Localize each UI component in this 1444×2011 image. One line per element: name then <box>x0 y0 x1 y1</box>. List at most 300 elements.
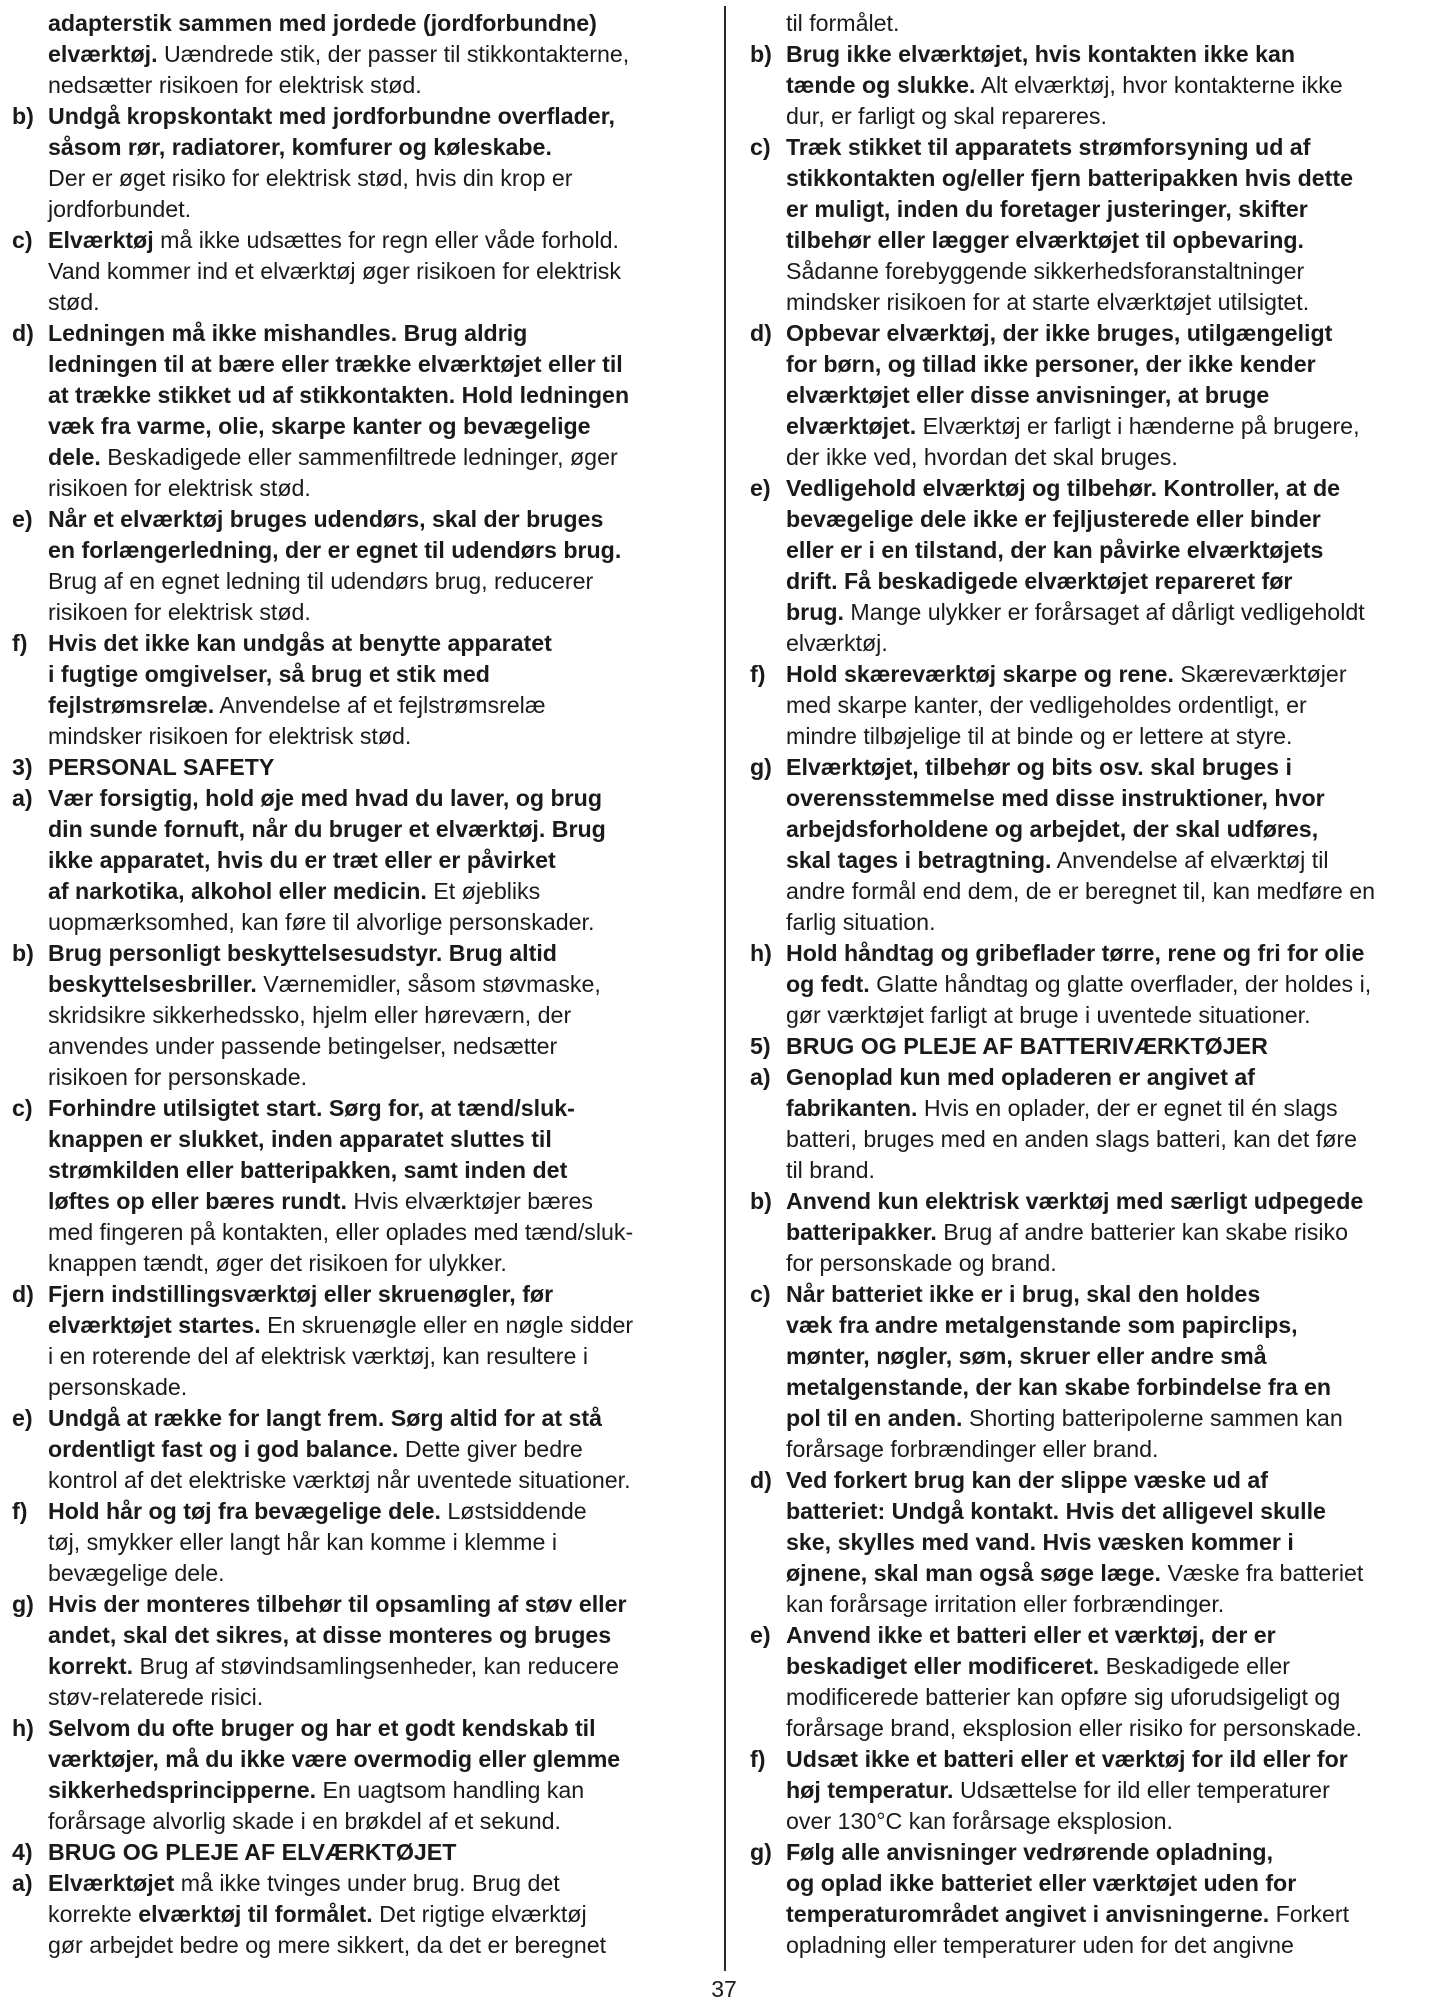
bold-text: Træk stikket til apparatets strømforsyning ud af <box>786 134 1311 160</box>
list-item <box>750 1186 1440 1279</box>
text-line <box>786 1806 1440 1837</box>
text-line <box>48 1775 716 1806</box>
body-text: Der er øget risiko for elektrisk stød, hvis din krop er <box>48 165 573 191</box>
body-text: Glatte håndtag og glatte overflader, der holdes i, <box>869 971 1372 997</box>
body-text: risikoen for personskade. <box>48 1064 308 1090</box>
body-text: Vand kommer ind et elværktøj øger risikoen for elektrisk <box>48 258 621 284</box>
text-line <box>786 1589 1440 1620</box>
list-marker: d) <box>750 1467 772 1493</box>
text-line <box>48 1000 716 1031</box>
text-line <box>786 969 1440 1000</box>
text-line <box>48 473 716 504</box>
body-text: Udsættelse for ild eller temperaturer <box>953 1777 1330 1803</box>
text-line <box>48 1310 716 1341</box>
list-marker: e) <box>12 506 33 532</box>
text-line <box>786 1744 1440 1775</box>
text-line <box>786 721 1440 752</box>
bold-text: Hvis der monteres tilbehør til opsamling af støv eller <box>48 1591 627 1617</box>
list-marker: h) <box>750 940 772 966</box>
text-line <box>786 1620 1440 1651</box>
body-text: Brug af støvindsamlingsenheder, kan reducere <box>133 1653 619 1679</box>
list-item <box>12 101 716 225</box>
text-line <box>786 1000 1440 1031</box>
text-line <box>786 1341 1440 1372</box>
bold-text: Hold håndtag og gribeflader tørre, rene og fri for olie <box>786 940 1365 966</box>
text-line <box>786 1868 1440 1899</box>
list-marker: a) <box>12 1870 33 1896</box>
text-line <box>786 1310 1440 1341</box>
bold-text: en forlængerledning, der er egnet til udendørs brug. <box>48 537 622 563</box>
bold-text: Følg alle anvisninger vedrørende opladning, <box>786 1839 1274 1865</box>
bold-text: Undgå kropskontakt med jordforbundne overflader, <box>48 103 615 129</box>
list-item <box>12 318 716 504</box>
body-text: skridsikre sikkerhedssko, hjelm eller høreværn, der <box>48 1002 572 1028</box>
text-line <box>48 504 716 535</box>
text-line <box>48 1248 716 1279</box>
text-line <box>48 814 716 845</box>
text-line <box>786 907 1440 938</box>
list-item <box>750 1837 1440 1961</box>
text-line <box>786 1372 1440 1403</box>
text-line <box>786 504 1440 535</box>
text-line <box>786 752 1440 783</box>
body-text: risikoen for elektrisk stød. <box>48 475 311 501</box>
text-line <box>48 1713 716 1744</box>
list-item <box>750 752 1440 938</box>
bold-text: Ledningen må ikke mishandles. Brug aldrig <box>48 320 528 346</box>
list-marker: b) <box>750 41 772 67</box>
bold-text: ske, skylles med vand. Hvis væsken kommer i <box>786 1529 1294 1555</box>
text-line <box>48 1434 716 1465</box>
text-line <box>48 163 716 194</box>
text-line <box>786 318 1440 349</box>
body-text: mindsker risikoen for at starte elværktøjet utilsigtet. <box>786 289 1310 315</box>
bold-text: at trække stikket ud af stikkontakten. Hold ledningen <box>48 382 630 408</box>
text-line <box>48 70 716 101</box>
body-text: Brug af andre batterier kan skabe risiko <box>936 1219 1348 1245</box>
text-line <box>48 1620 716 1651</box>
list-item <box>12 225 716 318</box>
list-marker: a) <box>12 785 33 811</box>
text-line <box>786 442 1440 473</box>
body-text: forårsage brand, eksplosion eller risiko for personskade. <box>786 1715 1363 1741</box>
body-text: elværktøj. <box>786 630 888 656</box>
text-line <box>48 1093 716 1124</box>
body-text: En uagtsom handling kan <box>316 1777 585 1803</box>
bold-text: tilbehør eller lægger elværktøjet til opbevaring. <box>786 227 1304 253</box>
text-line <box>48 597 716 628</box>
bold-text: strømkilden eller batteripakken, samt inden det <box>48 1157 568 1183</box>
list-marker: c) <box>12 227 33 253</box>
text-line <box>786 163 1440 194</box>
body-text: Beskadigede eller sammenfiltrede ledninger, øger <box>100 444 618 470</box>
text-line <box>786 938 1440 969</box>
list-item <box>12 1868 716 1961</box>
bold-text: og fedt. <box>786 971 870 997</box>
right-column <box>750 8 1440 1961</box>
bold-text: mønter, nøgler, søm, skruer eller andre små <box>786 1343 1267 1369</box>
text-line <box>786 845 1440 876</box>
text-line <box>786 39 1440 70</box>
bold-text: såsom rør, radiatorer, komfurer og køleskabe. <box>48 134 552 160</box>
bold-text: løftes op eller bæres rundt. <box>48 1188 347 1214</box>
text-line <box>48 1372 716 1403</box>
body-text: andre formål end dem, de er beregnet til, kan medføre en <box>786 878 1376 904</box>
text-line <box>48 628 716 659</box>
bold-text: din sunde fornuft, når du bruger et elværktøj. Brug <box>48 816 606 842</box>
list-item <box>12 1279 716 1403</box>
text-line <box>786 690 1440 721</box>
list-marker: g) <box>12 1591 34 1617</box>
bold-text: Elværktøjet, tilbehør og bits osv. skal bruges i <box>786 754 1292 780</box>
text-line <box>786 597 1440 628</box>
text-line <box>48 1217 716 1248</box>
body-text: i en roterende del af elektrisk værktøj, kan resultere i <box>48 1343 588 1369</box>
body-text: støv-relaterede risici. <box>48 1684 264 1710</box>
list-item <box>750 1744 1440 1837</box>
list-item <box>12 1093 716 1279</box>
text-line <box>786 256 1440 287</box>
bold-text: Forhindre utilsigtet start. Sørg for, at tænd/sluk- <box>48 1095 575 1121</box>
bold-text: Brug ikke elværktøjet, hvis kontakten ikke kan <box>786 41 1296 67</box>
bold-text: Elværktøj <box>48 227 154 253</box>
list-marker: c) <box>750 1281 771 1307</box>
text-line <box>786 1248 1440 1279</box>
list-marker: b) <box>750 1188 772 1214</box>
text-line <box>48 1806 716 1837</box>
body-text: Det rigtige elværktøj <box>372 1901 587 1927</box>
text-line <box>48 876 716 907</box>
text-line <box>48 690 716 721</box>
body-text: der ikke ved, hvordan det skal bruges. <box>786 444 1178 470</box>
text-line <box>786 1496 1440 1527</box>
text-line <box>48 39 716 70</box>
bold-text: Elværktøjet <box>48 1870 175 1896</box>
list-marker: b) <box>12 103 34 129</box>
list-item <box>750 1279 1440 1465</box>
list-item <box>750 1062 1440 1186</box>
list-item <box>750 132 1440 318</box>
text-line <box>786 659 1440 690</box>
text-line <box>48 1279 716 1310</box>
body-text: Skæreværktøjer <box>1173 661 1347 687</box>
text-line <box>786 1217 1440 1248</box>
body-text: Shorting batteripolerne sammen kan <box>962 1405 1343 1431</box>
body-text: tøj, smykker eller langt hår kan komme i klemme i <box>48 1529 557 1555</box>
body-text: uopmærksomhed, kan føre til alvorlige personskader. <box>48 909 595 935</box>
bold-text: fabrikanten. <box>786 1095 918 1121</box>
body-text: Anvendelse af et fejlstrømsrelæ <box>214 692 546 718</box>
bold-text: Udsæt ikke et batteri eller et værktøj for ild eller for <box>786 1746 1348 1772</box>
text-line <box>786 349 1440 380</box>
body-text: modificerede batterier kan opføre sig uforudsigeligt og <box>786 1684 1341 1710</box>
text-line <box>786 101 1440 132</box>
text-line <box>48 1744 716 1775</box>
bold-text: Når batteriet ikke er i brug, skal den holdes <box>786 1281 1261 1307</box>
bold-text: skal tages i betragtning. <box>786 847 1052 873</box>
body-text: bevægelige dele. <box>48 1560 225 1586</box>
list-marker: c) <box>12 1095 33 1121</box>
bold-text: elværktøjet. <box>786 413 917 439</box>
body-text: med skarpe kanter, der vedligeholdes ordentligt, er <box>786 692 1307 718</box>
body-text: Alt elværktøj, hvor kontakterne ikke <box>975 72 1343 98</box>
list-marker: f) <box>750 1746 766 1772</box>
text-line <box>48 349 716 380</box>
text-line <box>786 8 1440 39</box>
body-text: dur, er farligt og skal repareres. <box>786 103 1107 129</box>
body-text: over 130°C kan forårsage eksplosion. <box>786 1808 1173 1834</box>
text-line <box>786 1682 1440 1713</box>
text-line <box>48 1527 716 1558</box>
bold-text: Hold hår og tøj fra bevægelige dele. <box>48 1498 441 1524</box>
body-text: Hvis elværktøjer bæres <box>346 1188 594 1214</box>
body-text: stød. <box>48 289 100 315</box>
body-text: Løstsiddende <box>440 1498 587 1524</box>
bold-text: bevægelige dele ikke er fejljusterede eller binder <box>786 506 1321 532</box>
text-line <box>48 721 716 752</box>
body-text: mindsker risikoen for elektrisk stød. <box>48 723 412 749</box>
text-line <box>48 442 716 473</box>
column-divider <box>724 6 726 1971</box>
body-text: gør arbejdet bedre og mere sikkert, da det er beregnet <box>48 1932 607 1958</box>
body-text: opladning eller temperaturer uden for det angivne <box>786 1932 1294 1958</box>
bold-text: metalgenstande, der kan skabe forbindelse fra en <box>786 1374 1332 1400</box>
bold-text: værktøjer, må du ikke være overmodig eller glemme <box>48 1746 621 1772</box>
body-text: mindre tilbøjelige til at binde og er lettere at styre. <box>786 723 1293 749</box>
text-line <box>48 1682 716 1713</box>
section-title: BRUG OG PLEJE AF ELVÆRKTØJET <box>48 1839 457 1865</box>
continued-paragraph <box>750 8 1440 39</box>
list-marker: f) <box>750 661 766 687</box>
list-marker: c) <box>750 134 771 160</box>
list-marker: h) <box>12 1715 34 1741</box>
section-number: 4) <box>12 1839 33 1865</box>
body-text: forårsage forbrændinger eller brand. <box>786 1436 1159 1462</box>
text-line <box>786 1713 1440 1744</box>
text-line <box>48 225 716 256</box>
list-marker: e) <box>750 475 771 501</box>
body-text: korrekte <box>48 1901 139 1927</box>
text-line <box>48 194 716 225</box>
text-line <box>48 1868 716 1899</box>
text-line <box>48 938 716 969</box>
list-marker: e) <box>12 1405 33 1431</box>
bold-text: Genoplad kun med opladeren er angivet af <box>786 1064 1256 1090</box>
text-line <box>48 1465 716 1496</box>
list-item <box>750 938 1440 1031</box>
list-item <box>12 1496 716 1589</box>
text-line <box>786 1930 1440 1961</box>
text-line <box>48 101 716 132</box>
bold-text: tænde og slukke. <box>786 72 976 98</box>
page-number: 37 <box>711 1976 737 2002</box>
body-text: Mange ulykker er forårsaget af dårligt vedligeholdt <box>843 599 1365 625</box>
bold-text: temperaturområdet angivet i anvisningerne. <box>786 1901 1270 1927</box>
text-line <box>786 473 1440 504</box>
list-marker: d) <box>12 320 34 346</box>
text-line <box>48 380 716 411</box>
bold-text: er muligt, inden du foretager justeringer, skifter <box>786 196 1308 222</box>
bold-text: øjnene, skal man også søge læge. <box>786 1560 1161 1586</box>
bold-text: Hvis det ikke kan undgås at benytte apparatet <box>48 630 552 656</box>
bold-text: batteripakker. <box>786 1219 937 1245</box>
list-item <box>750 39 1440 132</box>
bold-text: overensstemmelse med disse instruktioner, hvor <box>786 785 1325 811</box>
text-line <box>48 566 716 597</box>
text-line <box>786 1186 1440 1217</box>
body-text: gør værktøjet farligt at bruge i uventede situationer. <box>786 1002 1311 1028</box>
list-item <box>12 1403 716 1496</box>
text-line <box>48 1155 716 1186</box>
bold-text: af narkotika, alkohol eller medicin. <box>48 878 427 904</box>
text-line <box>786 132 1440 163</box>
bold-text: korrekt. <box>48 1653 134 1679</box>
body-text: forårsage alvorlig skade i en brøkdel af et sekund. <box>48 1808 561 1834</box>
text-line <box>48 132 716 163</box>
bold-text: Når et elværktøj bruges udendørs, skal der bruges <box>48 506 604 532</box>
bold-text: batteriet: Undgå kontakt. Hvis det alligevel skulle <box>786 1498 1326 1524</box>
bold-text: Brug personligt beskyttelsesudstyr. Brug altid <box>48 940 557 966</box>
bold-text: Fjern indstillingsværktøj eller skruenøgler, før <box>48 1281 554 1307</box>
list-marker: f) <box>12 630 28 656</box>
text-line <box>786 566 1440 597</box>
bold-text: Anvend kun elektrisk værktøj med særligt udpegede <box>786 1188 1364 1214</box>
text-line <box>786 876 1440 907</box>
bold-text: beskadiget eller modificeret. <box>786 1653 1100 1679</box>
text-line <box>786 628 1440 659</box>
text-line <box>786 194 1440 225</box>
body-text: nedsætter risikoen for elektrisk stød. <box>48 72 422 98</box>
text-line <box>48 1403 716 1434</box>
body-text: Dette giver bedre <box>398 1436 583 1462</box>
bold-text: Anvend ikke et batteri eller et værktøj, der er <box>786 1622 1276 1648</box>
text-line <box>786 814 1440 845</box>
text-line <box>786 1651 1440 1682</box>
body-text: til brand. <box>786 1157 875 1183</box>
left-column <box>12 8 716 1961</box>
bold-text: dele. <box>48 444 101 470</box>
text-line <box>48 1651 716 1682</box>
text-line <box>48 535 716 566</box>
text-line <box>786 1093 1440 1124</box>
text-line <box>48 1341 716 1372</box>
list-marker: d) <box>750 320 772 346</box>
list-marker: f) <box>12 1498 28 1524</box>
text-line <box>48 1930 716 1961</box>
list-item <box>750 1620 1440 1744</box>
text-line <box>786 1403 1440 1434</box>
list-marker: e) <box>750 1622 771 1648</box>
continued-paragraph <box>12 8 716 101</box>
text-line <box>48 287 716 318</box>
text-line <box>786 287 1440 318</box>
bold-text: og oplad ikke batteriet eller værktøjet uden for <box>786 1870 1297 1896</box>
text-line <box>786 1465 1440 1496</box>
bold-text: brug. <box>786 599 844 625</box>
section-heading <box>12 1837 716 1868</box>
bold-text: andet, skal det sikres, at disse monteres og bruges <box>48 1622 612 1648</box>
text-line <box>48 1496 716 1527</box>
text-line <box>786 1837 1440 1868</box>
bold-text: ledningen til at bære eller trække elværktøjet eller til <box>48 351 623 377</box>
section-number: 3) <box>12 754 33 780</box>
bold-text: elværktøjet startes. <box>48 1312 261 1338</box>
list-marker: g) <box>750 1839 772 1865</box>
bold-text: Vedligehold elværktøj og tilbehør. Kontroller, at de <box>786 475 1341 501</box>
bold-text: væk fra varme, olie, skarpe kanter og bevægelige <box>48 413 591 439</box>
body-text: Et øjebliks <box>426 878 541 904</box>
text-line <box>48 1589 716 1620</box>
text-line <box>48 907 716 938</box>
list-item <box>12 628 716 752</box>
text-line <box>786 1527 1440 1558</box>
text-line <box>48 411 716 442</box>
body-text: anvendes under passende betingelser, nedsætter <box>48 1033 558 1059</box>
text-line <box>786 1899 1440 1930</box>
body-text: risikoen for elektrisk stød. <box>48 599 311 625</box>
bold-text: stikkontakten og/eller fjern batteripakken hvis dette <box>786 165 1353 191</box>
text-line <box>786 783 1440 814</box>
body-text: Anvendelse af elværktøj til <box>1051 847 1329 873</box>
bold-text: sikkerhedsprincipperne. <box>48 1777 317 1803</box>
body-text: kontrol af det elektriske værktøj når uventede situationer. <box>48 1467 631 1493</box>
list-item <box>750 659 1440 752</box>
text-line <box>48 1186 716 1217</box>
text-line <box>48 783 716 814</box>
bold-text: i fugtige omgivelser, så brug et stik med <box>48 661 490 687</box>
body-text: batteri, bruges med en anden slags batteri, kan det føre <box>786 1126 1358 1152</box>
text-line <box>48 8 716 39</box>
text-line <box>786 1155 1440 1186</box>
body-text: Væske fra batteriet <box>1161 1560 1364 1586</box>
body-text: med fingeren på kontakten, eller oplades med tænd/sluk- <box>48 1219 634 1245</box>
list-item <box>12 938 716 1093</box>
text-line <box>786 1279 1440 1310</box>
list-item <box>12 783 716 938</box>
bold-text: Selvom du ofte bruger og har et godt kendskab til <box>48 1715 596 1741</box>
list-item <box>12 504 716 628</box>
bold-text: eller er i en tilstand, der kan påvirke elværktøjets <box>786 537 1324 563</box>
bold-text: pol til en anden. <box>786 1405 963 1431</box>
bold-text: beskyttelsesbriller. <box>48 971 257 997</box>
bold-text: fejlstrømsrelæ. <box>48 692 215 718</box>
body-text: jordforbundet. <box>48 196 192 222</box>
list-item <box>750 1465 1440 1620</box>
body-text: farlig situation. <box>786 909 936 935</box>
body-text: Uændrede stik, der passer til stikkontakterne, <box>157 41 630 67</box>
list-marker: d) <box>12 1281 34 1307</box>
text-line <box>786 1558 1440 1589</box>
list-item <box>12 1589 716 1713</box>
bold-text: Undgå at række for langt frem. Sørg altid for at stå <box>48 1405 603 1431</box>
text-line <box>48 1899 716 1930</box>
text-line <box>786 1434 1440 1465</box>
section-number: 5) <box>750 1033 771 1059</box>
bold-text: Vær forsigtig, hold øje med hvad du laver, og brug <box>48 785 602 811</box>
list-marker: a) <box>750 1064 771 1090</box>
bold-text: for børn, og tillad ikke personer, der ikke kender <box>786 351 1316 377</box>
text-line <box>786 1775 1440 1806</box>
section-title: PERSONAL SAFETY <box>48 754 275 780</box>
section-title: BRUG OG PLEJE AF BATTERIVÆRKTØJER <box>786 1033 1268 1059</box>
text-line <box>48 1031 716 1062</box>
body-text: personskade. <box>48 1374 188 1400</box>
list-item <box>750 318 1440 473</box>
body-text: kan forårsage irritation eller forbrændinger. <box>786 1591 1225 1617</box>
bold-text: ikke apparatet, hvis du er træt eller er påvirket <box>48 847 556 873</box>
list-marker: g) <box>750 754 772 780</box>
text-line <box>48 1558 716 1589</box>
